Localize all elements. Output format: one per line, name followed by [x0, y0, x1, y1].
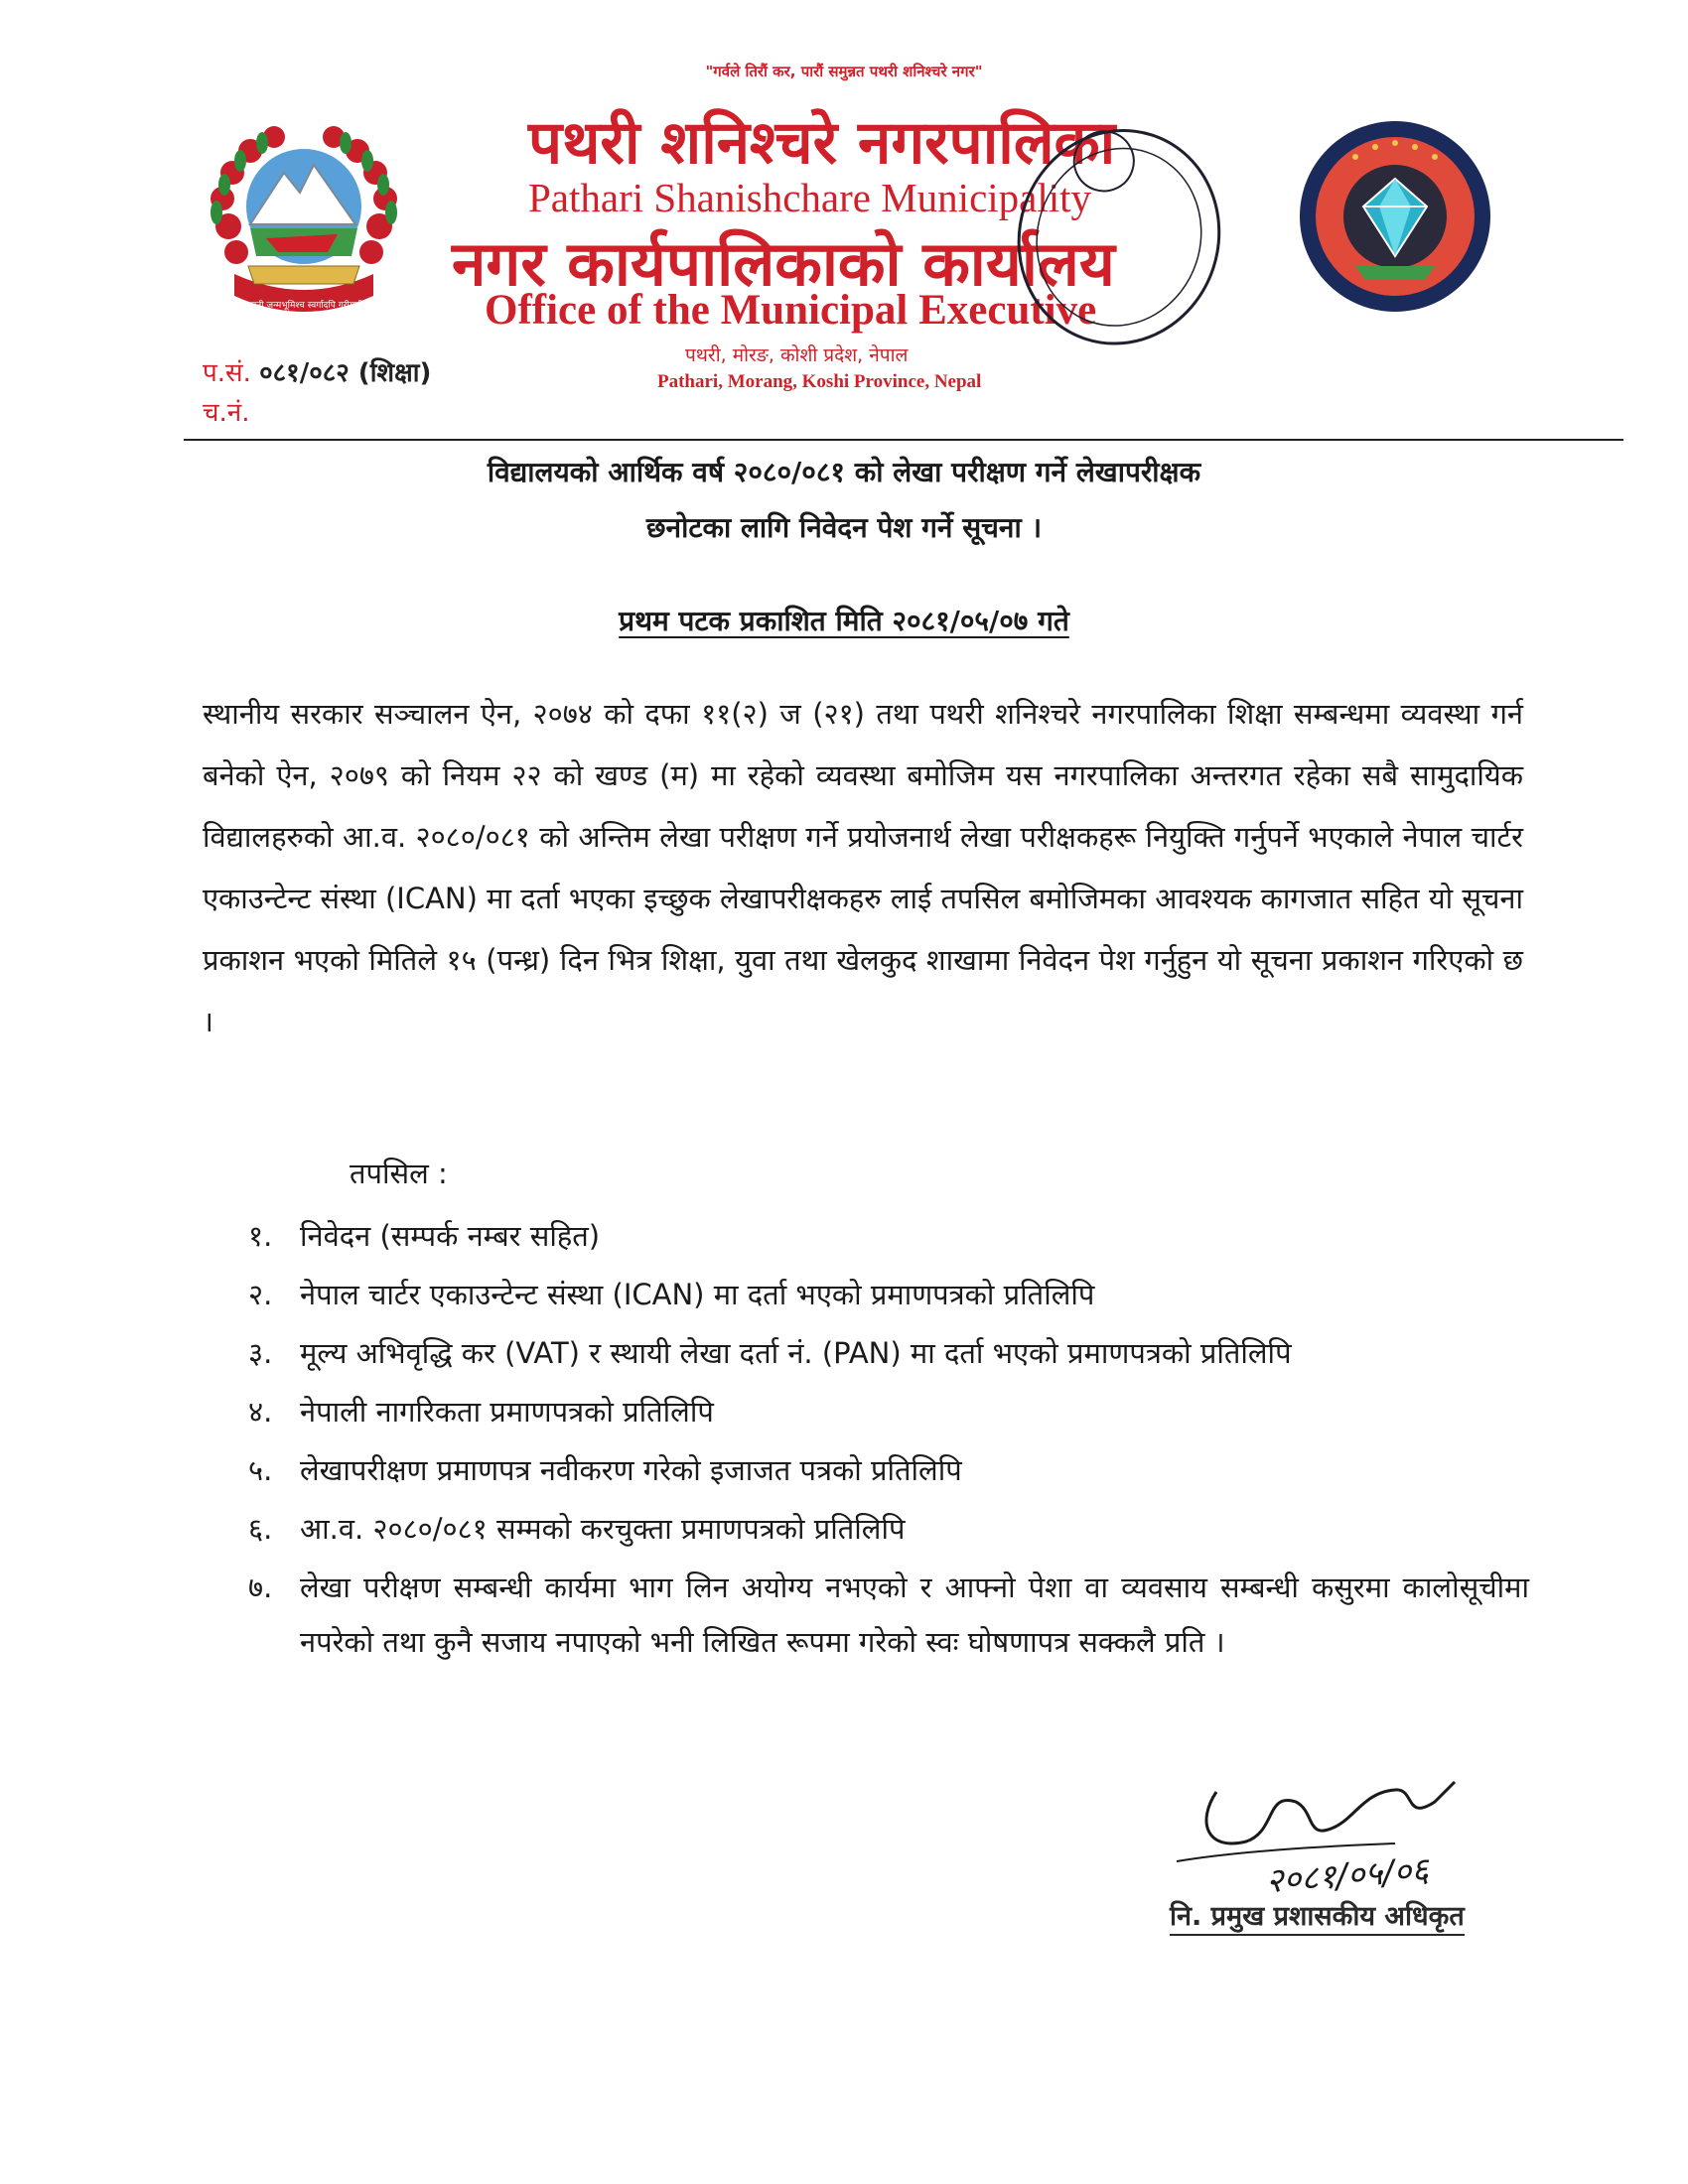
notice-body: स्थानीय सरकार सञ्चालन ऐन, २०७४ को दफा ११(२) ज (२१) तथा पथरी शनिश्चरे नगरपालिका शिक्षा सम्बन्धमा व्यवस्था गर्न बनेको ऐन, २०७९ को नियम २२ को खण्ड (म) मा रहेको व्यवस्था बमोजिम यस नगरपालिका अन्तरगत रहेका सबै सामुदायिक विद्यालहरुको आ.व. २०८०/०८१ को अन्तिम लेखा परीक्षण गर्ने प्रयोजनार्थ लेखा परीक्षकहरू नियुक्ति गर्नुपर्ने भएकाले नेपाल चार्टर एकाउन्टेन्ट संस्था (ICAN) मा दर्ता भएका इच्छुक लेखापरीक्षकहरु लाई तपसिल बमोजिमका आवश्यक कागजात सहित यो सूचना प्रकाशन भएको मितिले १५ (पन्ध्र) दिन भित्र शिक्षा, युवा तथा खेलकुद शाखामा निवेदन पेश गर्नुहुन यो सूचना प्रकाशन गरिएको छ । [203, 697, 1523, 1038]
list-item: ६. आ.व. २०८०/०८१ सम्मको करचुक्ता प्रमाणपत्रको प्रतिलिपि [248, 1512, 906, 1546]
list-item: ४. नेपाली नागरिकता प्रमाणपत्रको प्रतिलिपि [248, 1395, 714, 1429]
list-item: २. नेपाल चार्टर एकाउन्टेन्ट संस्था (ICAN) मा दर्ता भएको प्रमाणपत्रको प्रतिलिपि [248, 1278, 1095, 1311]
address-nepali: पथरी, मोरङ, कोशी प्रदेश, नेपाल [685, 344, 909, 366]
handwritten-signature [1157, 1732, 1514, 1921]
office-name-nepali: नगर कार्यपालिकाको कार्यालय [452, 227, 1115, 300]
svg-text:जननी जन्मभूमिश्च स्वर्गादपि गर: जननी जन्मभूमिश्च स्वर्गादपि गरीयसी [244, 301, 363, 311]
signatory-title [1170, 1896, 1465, 1933]
subject-line-2: छनोटका लागि निवेदन पेश गर्ने सूचना । [645, 511, 1043, 544]
list-item: ७. लेखा परीक्षण सम्बन्धी कार्यमा भाग लिन अयोग्य नभएको र आफ्नो पेशा वा व्यवसाय सम्बन्धी कसुरमा कालोसूचीमा नपरेको तथा कुनै सजाय नपाएको भनी लिखित रूपमा गरेको स्वः घोषणापत्र सक्कलै प्रति । [248, 1570, 1529, 1659]
slogan: "गर्वले तिरौं कर, पारौं समुन्नत पथरी शनिश्चरे नगर" [705, 63, 983, 80]
subject-line-1: विद्यालयको आर्थिक वर्ष २०८०/०८१ को लेखा परीक्षण गर्ने लेखापरीक्षक [487, 456, 1201, 488]
municipality-name-nepali: पथरी शनिश्चरे नगरपालिका [528, 108, 1116, 178]
header-divider [184, 439, 1623, 441]
signatory-title-text: नि. प्रमुख प्रशासकीय अधिकृत [1170, 1901, 1465, 1936]
office-name-english: Office of the Municipal Executive [485, 287, 1097, 334]
office-seal-stamp [1003, 109, 1231, 357]
dispatch-number-label: च.नं. [203, 398, 250, 428]
address-english: Pathari, Morang, Koshi Province, Nepal [657, 371, 982, 392]
municipality-logo-icon [1296, 117, 1494, 316]
municipality-name-english: Pathari Shanishchare Municipality [528, 175, 1092, 220]
publication-date-text: प्रथम पटक प्रकाशित मिति २०८१/०५/०७ गते [619, 605, 1069, 637]
ref-value: ०८१/०८२ (शिक्षा) [259, 358, 432, 388]
svg-text:२०८१/०५/०६: २०८१/०५/०६ [1264, 1849, 1431, 1902]
details-label: तपसिल : [350, 1157, 448, 1190]
list-item: १. निवेदन (सम्पर्क नम्बर सहित) [248, 1219, 601, 1253]
nepal-government-emblem-icon [189, 107, 419, 338]
ref-label: प.सं. [203, 358, 251, 388]
requirements-list [248, 1209, 1529, 1674]
reference-number [203, 353, 431, 389]
publication-date [0, 602, 1688, 639]
list-item: ५. लेखापरीक्षण प्रमाणपत्र नवीकरण गरेको इजाजत पत्रको प्रतिलिपि [248, 1453, 962, 1487]
list-item: ३. मूल्य अभिवृद्धि कर (VAT) र स्थायी लेखा दर्ता नं. (PAN) मा दर्ता भएको प्रमाणपत्रको प्रतिलिपि [248, 1336, 1292, 1370]
